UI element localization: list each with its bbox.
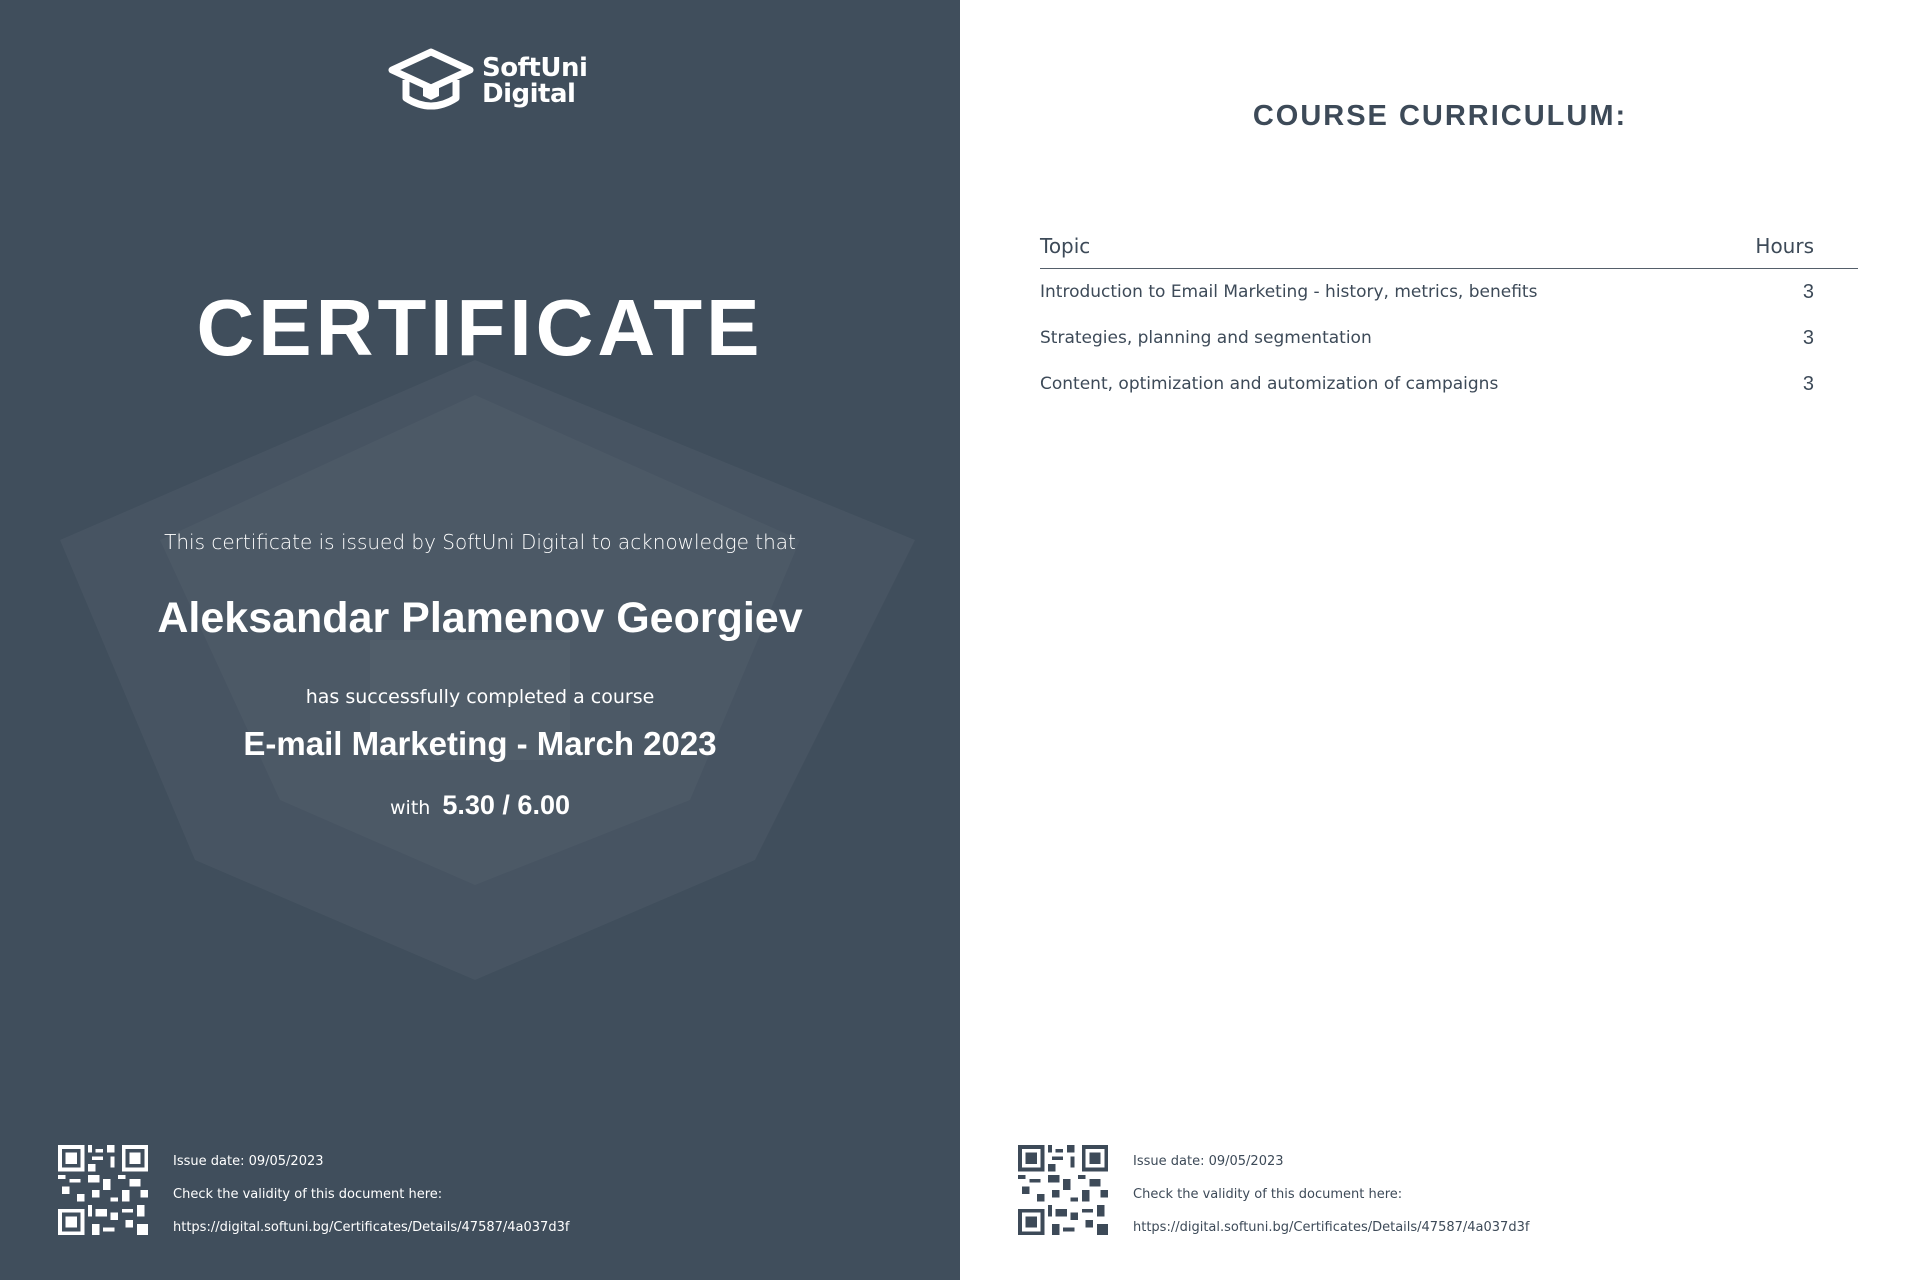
qr-code-icon <box>55 1145 151 1235</box>
row-hours: 3 <box>1802 326 1814 349</box>
validity-text: Check the validity of this document here: <box>173 1187 443 1202</box>
footer-text <box>1133 1145 1529 1244</box>
row-topic: Content, optimization and automization of campaigns <box>1040 374 1499 394</box>
course-name: E-mail Marketing - March 2023 <box>243 725 717 762</box>
grade-prefix: with <box>390 797 431 819</box>
table-row <box>1040 315 1858 361</box>
curriculum-table <box>1040 234 1858 407</box>
validity-url[interactable]: https://digital.softuni.bg/Certificates/Details/47587/4a037d3f <box>1133 1220 1530 1235</box>
grade-score: 5.30 / 6.00 <box>442 790 570 820</box>
footer-text <box>173 1145 569 1244</box>
softuni-digital-logo <box>388 48 587 114</box>
certificate-footer <box>55 1145 569 1244</box>
validity-text: Check the validity of this document here: <box>1133 1187 1403 1202</box>
curriculum-page <box>960 0 1920 1280</box>
certificate-intro: This certificate is issued by SoftUni Digital to acknowledge that <box>164 530 796 554</box>
header-hours: Hours <box>1755 234 1814 258</box>
curriculum-footer <box>1015 1145 1529 1244</box>
recipient-name: Aleksandar Plamenov Georgiev <box>157 594 803 642</box>
row-hours: 3 <box>1802 372 1814 395</box>
certificate-title: CERTIFICATE <box>196 283 764 372</box>
row-hours: 3 <box>1802 280 1814 303</box>
issue-date: Issue date: 09/05/2023 <box>1133 1154 1284 1169</box>
grade-line <box>0 790 960 821</box>
qr-code-icon <box>1015 1145 1111 1235</box>
curriculum-title: COURSE CURRICULUM: <box>1252 100 1628 132</box>
table-row <box>1040 361 1858 407</box>
table-header <box>1040 234 1858 269</box>
logo-line-2: Digital <box>482 79 576 109</box>
completed-text: has successfully completed a course <box>305 686 655 708</box>
validity-url[interactable]: https://digital.softuni.bg/Certificates/Details/47587/4a037d3f <box>173 1220 570 1235</box>
row-topic: Introduction to Email Marketing - history, metrics, benefits <box>1040 282 1538 302</box>
row-topic: Strategies, planning and segmentation <box>1040 328 1372 348</box>
graduation-cap-icon <box>388 48 474 114</box>
header-topic: Topic <box>1040 234 1091 258</box>
logo-text <box>482 55 587 107</box>
table-row <box>1040 269 1858 315</box>
issue-date: Issue date: 09/05/2023 <box>173 1154 324 1169</box>
logo-line-1: SoftUni <box>482 53 588 83</box>
